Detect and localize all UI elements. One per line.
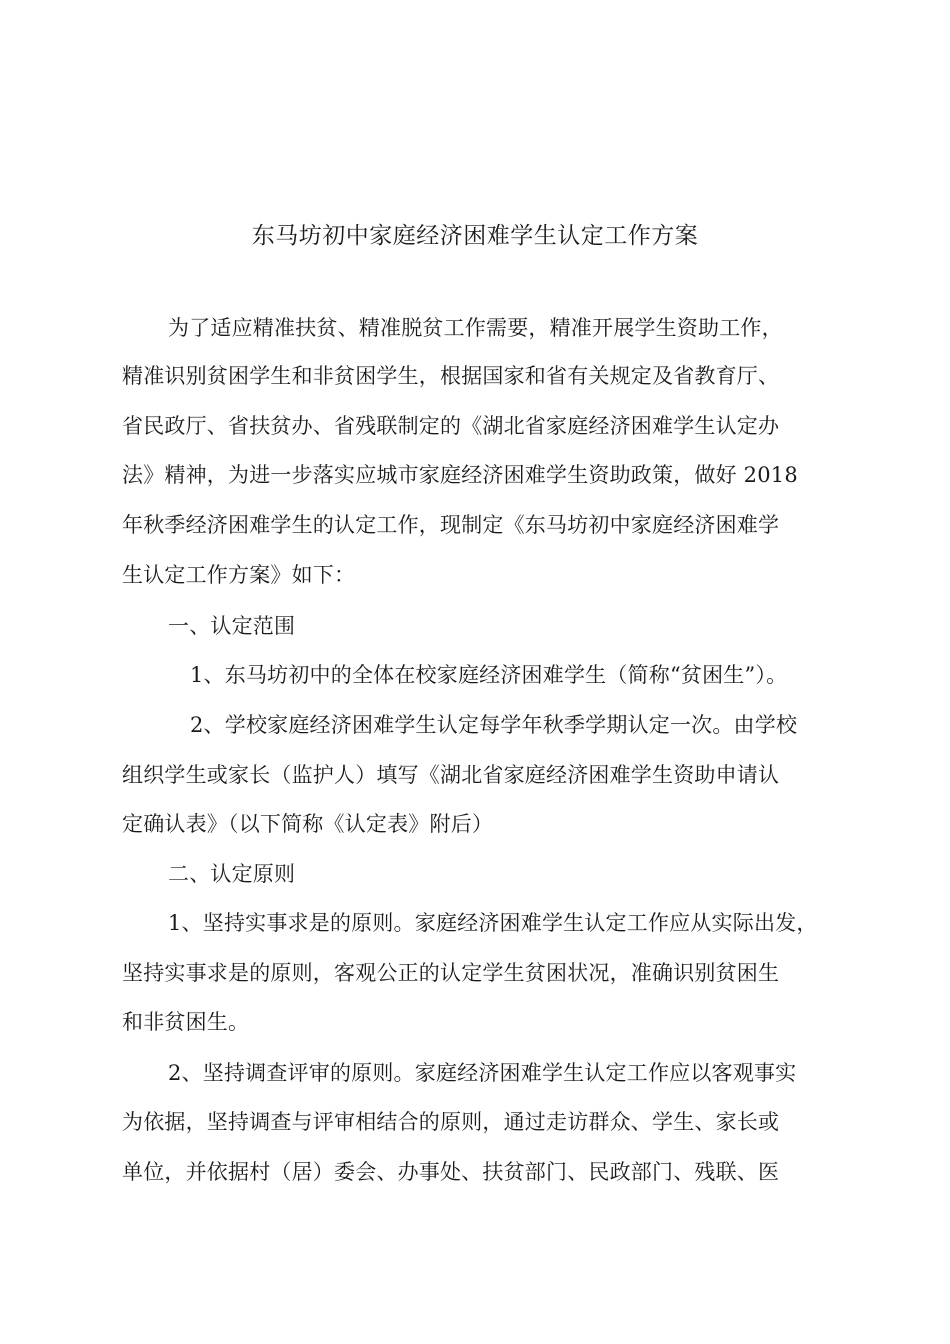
paragraph-line: 和非贫困生。 — [122, 1010, 250, 1034]
document-title: 东马坊初中家庭经济困难学生认定工作方案 — [251, 223, 699, 249]
paragraph-line: 生认定工作方案》如下： — [122, 563, 356, 587]
list-item: 1、东马坊初中的全体在校家庭经济困难学生（简称“贫困生”）。 — [190, 663, 788, 687]
list-item: 1、坚持实事求是的原则。家庭经济困难学生认定工作应从实际出发， — [168, 911, 818, 935]
paragraph-line: 精准识别贫困学生和非贫困学生，根据国家和省有关规定及省教育厅、 — [122, 364, 780, 388]
paragraph-line: 坚持实事求是的原则，客观公正的认定学生贫困状况，准确识别贫困生 — [122, 961, 780, 985]
paragraph-line: 为了适应精准扶贫、精准脱贫工作需要，精准开展学生资助工作， — [168, 316, 783, 340]
paragraph-line: 省民政厅、省扶贫办、省残联制定的《湖北省家庭经济困难学生认定办 — [122, 414, 780, 438]
list-item: 2、学校家庭经济困难学生认定每学年秋季学期认定一次。由学校 — [190, 713, 798, 737]
section-heading: 一、认定范围 — [168, 614, 296, 638]
paragraph-line: 定确认表》（以下简称《认定表》附后） — [122, 812, 494, 836]
paragraph-line: 法》精神，为进一步落实应城市家庭经济困难学生资助政策，做好 2018 — [122, 463, 798, 487]
list-item: 2、坚持调查评审的原则。家庭经济困难学生认定工作应以客观事实 — [168, 1061, 797, 1085]
paragraph-line: 组织学生或家长（监护人）填写《湖北省家庭经济困难学生资助申请认 — [122, 763, 780, 787]
paragraph-line: 为依据，坚持调查与评审相结合的原则，通过走访群众、学生、家长或 — [122, 1110, 780, 1134]
section-heading: 二、认定原则 — [168, 862, 296, 886]
paragraph-line: 单位，并依据村（居）委会、办事处、扶贫部门、民政部门、残联、医 — [122, 1160, 780, 1184]
paragraph-line: 年秋季经济困难学生的认定工作，现制定《东马坊初中家庭经济困难学 — [122, 513, 780, 537]
